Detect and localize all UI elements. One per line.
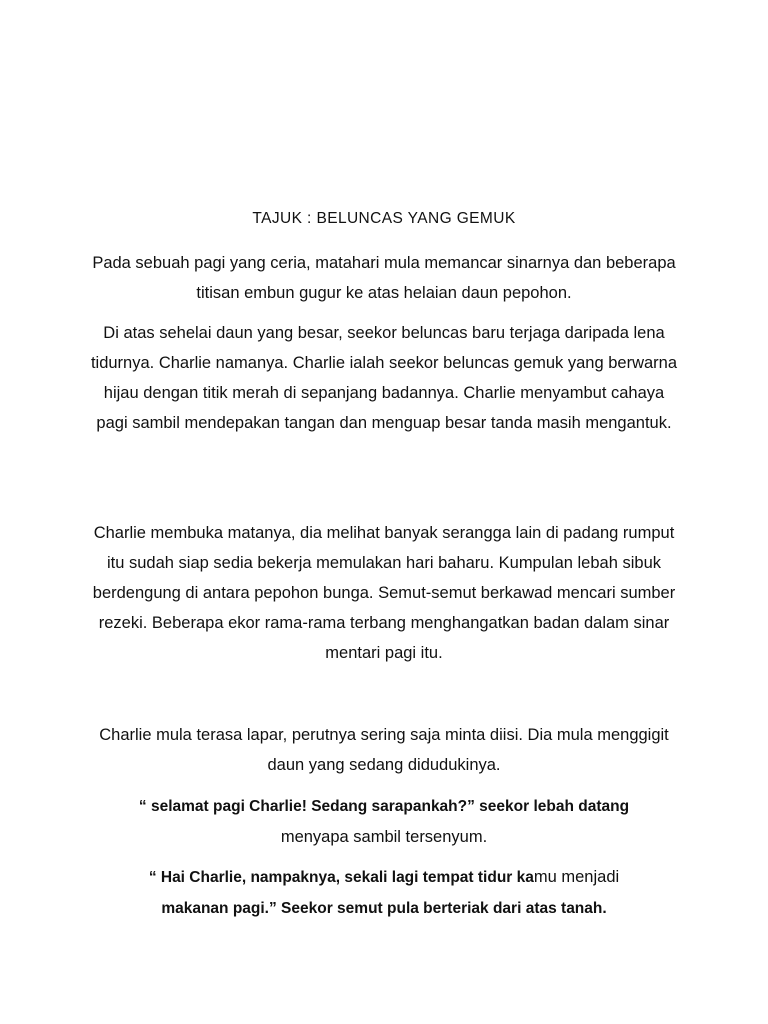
dialogue-ant-bold-a: “ Hai Charlie, nampaknya, sekali lagi tempat tidur ka [148, 869, 534, 886]
dialogue-ant-bold-b: makanan pagi.” Seekor semut pula berteriak dari atas tanah. [161, 900, 607, 917]
dialogue-bee-bold: “ selamat pagi Charlie! Sedang sarapankah?” seekor lebah datang [138, 798, 630, 815]
paragraph-4: Charlie mula terasa lapar, perutnya sering saja minta diisi. Dia mula menggigit daun yang sedang didudukinya. [99, 726, 669, 774]
dialogue-bee [90, 791, 678, 852]
paragraph-3: Charlie membuka matanya, dia melihat banyak serangga lain di padang rumput itu sudah siap sedia bekerja memulakan hari baharu. Kumpulan lebah sibuk berdengung di antara pepohon bunga. Semut-semut berkawad mencari sumber rezeki. Beberapa ekor rama-rama terbang menghangatkan badan dalam sinar mentari pagi itu. [92, 524, 676, 662]
paragraph-2: Di atas sehelai daun yang besar, seekor beluncas baru terjaga daripada lena tidurnya. Charlie namanya. Charlie ialah seekor beluncas gemuk yang berwarna hijau dengan titik merah di sepanjang badannya. Charlie menyambut cahaya pagi sambil mendepakan tangan dan menguap besar tanda masih mengantuk. [90, 324, 678, 432]
dialogue-ant [90, 862, 678, 924]
paragraph-1: Pada sebuah pagi yang ceria, matahari mula memancar sinarnya dan beberapa titisan embun gugur ke atas helaian daun pepohon. [92, 254, 676, 302]
story-title: TAJUK : BELUNCAS YANG GEMUK [252, 210, 516, 227]
dialogue-bee-normal: menyapa sambil tersenyum. [280, 828, 488, 846]
dialogue-ant-normal: mu menjadi [533, 868, 620, 886]
